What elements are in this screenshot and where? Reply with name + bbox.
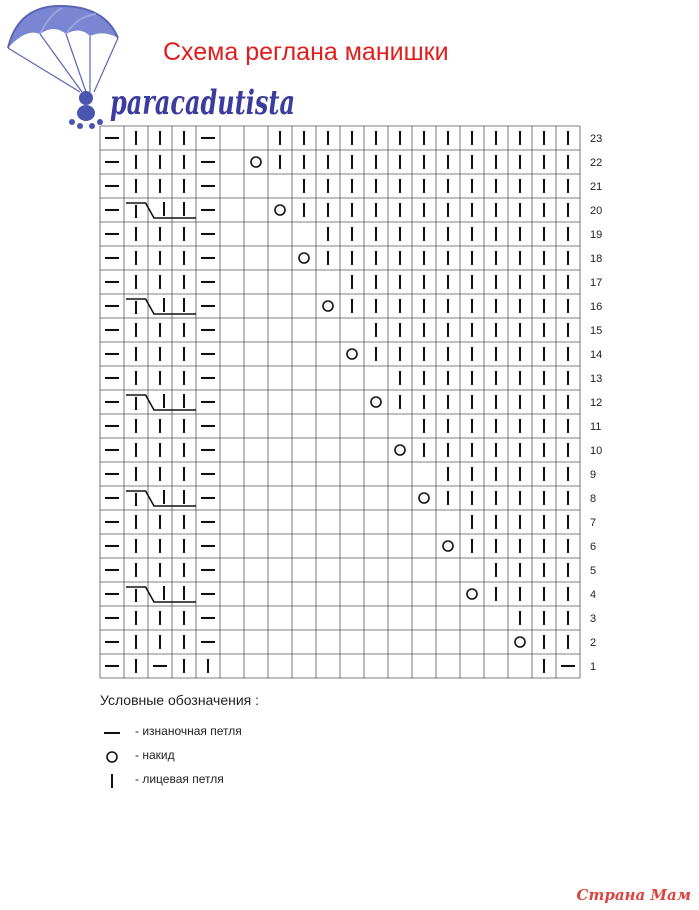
row-number-label: 2 (590, 637, 597, 649)
yarnover-mark (275, 205, 285, 215)
legend-item-text: - накид (135, 748, 175, 762)
legend-item-text: - изнаночная петля (135, 724, 242, 738)
row-number-label: 15 (590, 325, 603, 337)
yarnover-mark (443, 541, 453, 551)
row-number-label: 4 (590, 589, 597, 601)
row-number-label: 17 (590, 277, 603, 289)
row-number-label: 13 (590, 373, 603, 385)
legend-item-knit (100, 771, 400, 791)
yarnover-mark (419, 493, 429, 503)
row-number-label: 16 (590, 301, 603, 313)
row-number-label: 19 (590, 229, 603, 241)
logo-text: paracadutista (110, 83, 295, 123)
yarnover-mark (323, 301, 333, 311)
row-number-label: 8 (590, 493, 597, 505)
yarnover-mark (371, 397, 381, 407)
row-number-label: 21 (590, 181, 603, 193)
yarnover-symbol-icon (107, 752, 117, 762)
legend-item-yarnover (100, 747, 400, 767)
row-number-label: 5 (590, 565, 597, 577)
row-number-label: 10 (590, 445, 603, 457)
row-number-label: 20 (590, 205, 603, 217)
yarnover-mark (251, 157, 261, 167)
legend-title: Условные обозначения : (100, 692, 260, 708)
row-number-label: 23 (590, 133, 603, 145)
yarnover-mark (347, 349, 357, 359)
row-number-label: 11 (590, 421, 602, 433)
row-number-label: 18 (590, 253, 603, 265)
yarnover-mark (395, 445, 405, 455)
legend-item-text: - лицевая петля (135, 772, 224, 786)
row-number-label: 14 (590, 349, 603, 361)
row-number-label: 6 (590, 541, 597, 553)
row-number-label: 12 (590, 397, 603, 409)
watermark: Страна Мам (576, 886, 691, 904)
yarnover-mark (299, 253, 309, 263)
page-title: Схема реглана манишки (163, 38, 449, 66)
row-number-label: 1 (590, 661, 597, 673)
row-number-label: 22 (590, 157, 603, 169)
yarnover-mark (515, 637, 525, 647)
yarnover-mark (467, 589, 477, 599)
row-number-label: 3 (590, 613, 597, 625)
legend-item-purl (100, 723, 400, 743)
row-number-label: 9 (590, 469, 597, 481)
row-number-label: 7 (590, 517, 597, 529)
